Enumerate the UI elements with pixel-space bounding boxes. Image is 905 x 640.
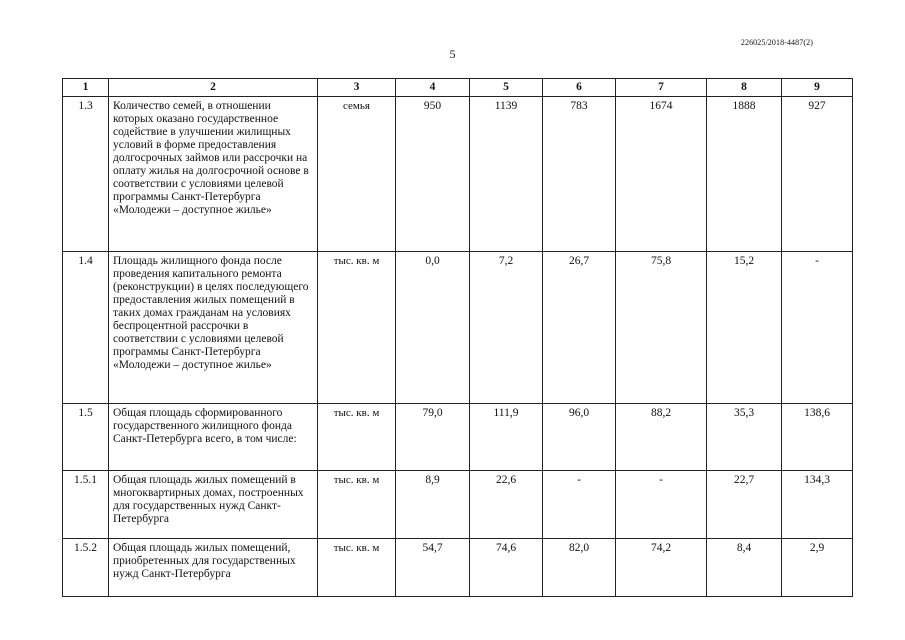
value-cell: 111,9	[470, 404, 543, 471]
indicator-name: Площадь жилищного фонда после проведения капитального ремонта (реконструкции) в целях последующего предоставления жилых помещений в таких домах гражданам на условиях беспроцентной рассрочки в соответствии с условиями целевой программы Санкт-Петербурга «Молодежи – доступное жилье»	[109, 252, 318, 404]
column-header: 3	[318, 79, 396, 97]
value-cell: 8,9	[396, 471, 470, 539]
column-header: 1	[63, 79, 109, 97]
column-header: 6	[543, 79, 616, 97]
column-header: 7	[616, 79, 707, 97]
value-cell: -	[782, 252, 853, 404]
value-cell: 74,6	[470, 539, 543, 597]
value-cell: 1888	[707, 97, 782, 252]
row-number: 1.3	[63, 97, 109, 252]
value-cell: 0,0	[396, 252, 470, 404]
value-cell: 82,0	[543, 539, 616, 597]
column-header: 5	[470, 79, 543, 97]
row-number: 1.5.2	[63, 539, 109, 597]
unit: тыс. кв. м	[318, 252, 396, 404]
unit: тыс. кв. м	[318, 539, 396, 597]
unit: тыс. кв. м	[318, 404, 396, 471]
header-row	[63, 79, 853, 97]
value-cell: 7,2	[470, 252, 543, 404]
table-row	[63, 252, 853, 404]
column-header: 2	[109, 79, 318, 97]
row-number: 1.5.1	[63, 471, 109, 539]
document-code: 226025/2018-4487(2)	[740, 38, 813, 47]
indicators-table	[62, 78, 853, 597]
column-header: 9	[782, 79, 853, 97]
table-row	[63, 404, 853, 471]
value-cell: -	[616, 471, 707, 539]
value-cell: 1139	[470, 97, 543, 252]
value-cell: 134,3	[782, 471, 853, 539]
value-cell: 88,2	[616, 404, 707, 471]
value-cell: 26,7	[543, 252, 616, 404]
indicator-name: Общая площадь жилых помещений, приобретенных для государственных нужд Санкт-Петербурга	[109, 539, 318, 597]
value-cell: 2,9	[782, 539, 853, 597]
value-cell: 96,0	[543, 404, 616, 471]
value-cell: 138,6	[782, 404, 853, 471]
page-number: 5	[449, 47, 456, 61]
table-row	[63, 97, 853, 252]
unit: тыс. кв. м	[318, 471, 396, 539]
value-cell: 8,4	[707, 539, 782, 597]
value-cell: 1674	[616, 97, 707, 252]
row-number: 1.5	[63, 404, 109, 471]
value-cell: -	[543, 471, 616, 539]
value-cell: 35,3	[707, 404, 782, 471]
value-cell: 15,2	[707, 252, 782, 404]
indicator-name: Общая площадь сформированного государственного жилищного фонда Санкт-Петербурга всего, в том числе:	[109, 404, 318, 471]
value-cell: 22,7	[707, 471, 782, 539]
value-cell: 22,6	[470, 471, 543, 539]
value-cell: 74,2	[616, 539, 707, 597]
table-row	[63, 471, 853, 539]
table-row	[63, 539, 853, 597]
row-number: 1.4	[63, 252, 109, 404]
unit: семья	[318, 97, 396, 252]
value-cell: 950	[396, 97, 470, 252]
value-cell: 75,8	[616, 252, 707, 404]
indicator-name: Общая площадь жилых помещений в многоквартирных домах, построенных для государственных нужд Санкт-Петербурга	[109, 471, 318, 539]
value-cell: 79,0	[396, 404, 470, 471]
column-header: 8	[707, 79, 782, 97]
value-cell: 927	[782, 97, 853, 252]
column-header: 4	[396, 79, 470, 97]
value-cell: 54,7	[396, 539, 470, 597]
value-cell: 783	[543, 97, 616, 252]
indicator-name: Количество семей, в отношении которых оказано государственное содействие в улучшении жилищных условий в форме предоставления долгосрочных займов или рассрочки на оплату жилья на долгосрочной основе в соответствии с условиями целевой программы Санкт-Петербурга «Молодежи – доступное жилье»	[109, 97, 318, 252]
